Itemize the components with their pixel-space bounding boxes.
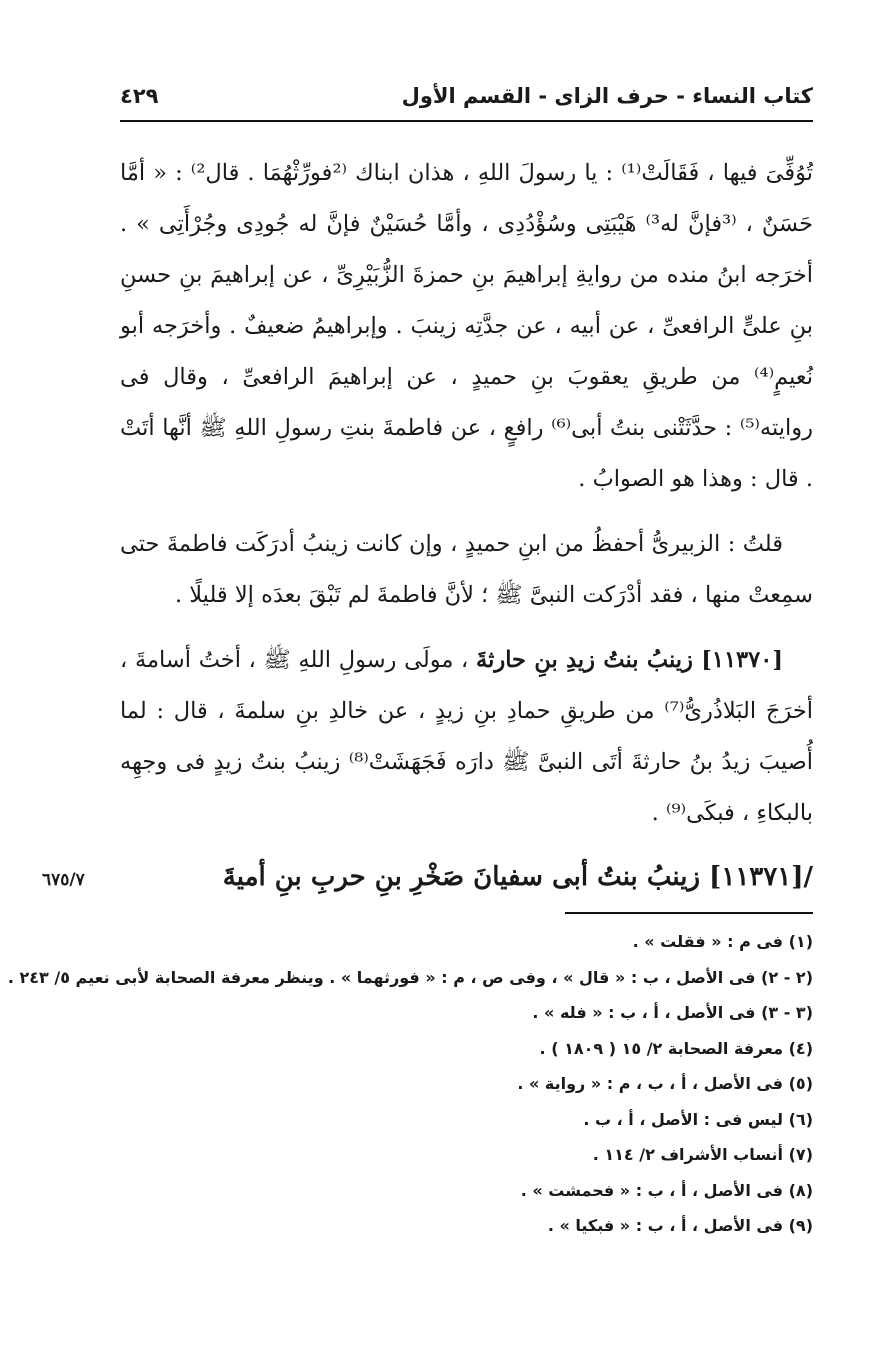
footnote-rule xyxy=(565,912,813,914)
footnote: (٨) فى الأصل ، أ ، ب : « فحمشت » . xyxy=(520,1180,813,1200)
page-number: ٤٢٩ xyxy=(120,84,159,108)
footnote: (٦) ليس فى : الأصل ، أ ، ب . xyxy=(583,1109,813,1129)
main-text xyxy=(120,148,813,839)
footnote: (١) فى م : « فقلت » . xyxy=(632,932,813,951)
footnote: (٣ - ٣) فى الأصل ، أ ، ب : « فله » . xyxy=(532,1003,813,1022)
footnote: (٧) أنساب الأشراف ٢/ ١١٤ . xyxy=(592,1145,813,1164)
footnote: (٤) معرفة الصحابة ٢/ ١٥ ( ١٨٠٩ ) . xyxy=(539,1038,813,1058)
entry-1370 xyxy=(120,635,813,839)
footnote: (٢ - ٢) فى الأصل ، ب : « قال » ، وفى ص ، م : « فورثهما » . وينظر معرفة الصحابة لأبى نعيم ٥/ ٢٤٣ . xyxy=(7,967,813,987)
entry-1371-heading-line xyxy=(42,862,813,908)
entry-1371-heading: /[١١٣٧١] زينبُ بنتُ أبى سفيانَ صَخْرِ بنِ حربِ بنِ أميةَ xyxy=(222,862,813,892)
entry-1370-heading: [١١٣٧٠] زينبُ بنتُ زيدِ بنِ حارثةَ xyxy=(476,647,783,673)
header-rule xyxy=(120,120,813,122)
body-paragraph: تُوُفِّىَ فيها ، فَقَالَتْ⁽¹⁾ : يا رسولَ اللهِ ، هذان ابناك ⁽²فورِّثْهُمَا . قال²⁾ : « أمَّا حَسَنٌ ، ⁽³فإنَّ له³⁾ هَيْبَتِى وسُؤْدُدِى ، وأمَّا حُسَيْنٌ فإنَّ له جُودِى وجُرْأَتِى » . أخرَجه ابنُ منده من روايةِ إبراهيمَ بنِ حمزةَ الزُّبَيْرِىِّ ، عن إبراهيمَ بنِ حسنِ بنِ علىٍّ الرافعىِّ ، عن أبيه ، عن جدَّتِه زينبَ . وإبراهيمُ ضعيفٌ . وأخرَجه أبو نُعيمٍ⁽⁴⁾ من طريقِ يعقوبَ بنِ حميدٍ ، عن إبراهيمَ الرافعىِّ ، وقال فى روايته⁽⁵⁾ : حدَّثَتْنى بنتُ أبى⁽⁶⁾ رافعٍ ، عن فاطمةَ بنتِ رسولِ اللهِ ﷺ أنَّها أتَتْ . قال : وهذا هو الصوابُ . xyxy=(120,160,814,492)
running-title: كتاب النساء - حرف الزاى - القسم الأول xyxy=(401,84,813,108)
body-paragraph: قلتُ : الزبيرىُّ أحفظُ من ابنِ حميدٍ ، وإن كانت زينبُ أدرَكَت فاطمةَ حتى سمِعتْ منها ، فقد أدْرَكت النبىَّ ﷺ ؛ لأنَّ فاطمةَ لم تَبْقَ بعدَه إلا قليلًا . xyxy=(120,531,813,608)
footnote: (٥) فى الأصل ، أ ، ب ، م : « رواية » . xyxy=(517,1074,813,1093)
page-header xyxy=(120,82,813,114)
footnote: (٩) فى الأصل ، أ ، ب : « فبكيا » . xyxy=(547,1216,813,1235)
footnotes xyxy=(7,924,813,1244)
entry-1370-text: ، مولَى رسولِ اللهِ ﷺ ، أختُ أسامةَ ، أخرَجَ البَلاذُرىُّ⁽⁷⁾ من طريقِ حمادِ بنِ زيدٍ ، عن خالدِ بنِ سلمةَ ، قال : لما أُصيبَ زيدُ بنُ حارثةَ أتَى النبىَّ ﷺ دارَه فَجَهَشَتْ⁽⁸⁾ زينبُ بنتُ زيدٍ فى وجهِه بالبكاءِ ، فبكَى⁽⁹⁾ . xyxy=(120,647,813,826)
margin-reference: ٦٧٥/٧ xyxy=(42,870,85,890)
